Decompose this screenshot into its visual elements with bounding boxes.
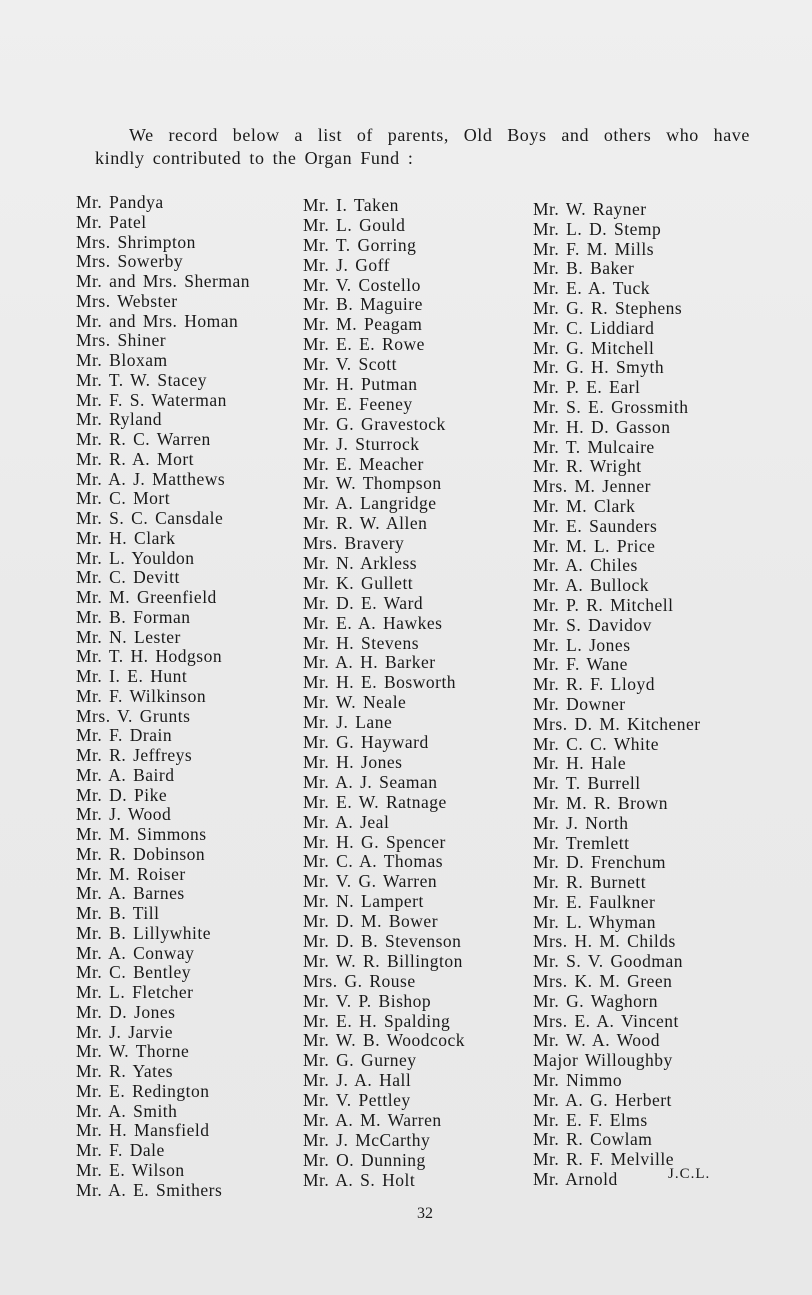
contributor-name: Mr. R. Jeffreys bbox=[76, 745, 193, 765]
contributor-name: Mr. P. R. Mitchell bbox=[533, 594, 674, 615]
contributor-name: Mr. S. E. Grossmith bbox=[533, 396, 689, 417]
contributor-name: Mr. G. H. Smyth bbox=[533, 357, 665, 378]
contributor-name: Mr. A. Chiles bbox=[533, 555, 638, 576]
contributor-name: Mr. C. Bentley bbox=[76, 962, 192, 983]
contributor-name: Mr. R. Wright bbox=[533, 456, 642, 477]
contributor-name: Mr. E. Feeney bbox=[303, 393, 413, 414]
contributor-name: Mr. I. Taken bbox=[303, 195, 399, 215]
contributor-name: Mrs. Webster bbox=[76, 290, 178, 311]
contributor-name: Mr. D. B. Stevenson bbox=[303, 930, 462, 951]
contributor-name: Mr. R. Burnett bbox=[533, 872, 647, 893]
contributor-name: Mr. C. C. White bbox=[533, 733, 659, 754]
contributor-name: Mr. M. Clark bbox=[533, 495, 636, 516]
contributor-name: Mr. M. R. Brown bbox=[533, 792, 669, 813]
contributor-name: Mrs. Shrimpton bbox=[76, 231, 196, 252]
contributor-name: Mr. G. Mitchell bbox=[533, 337, 655, 358]
contributor-name: Mr. A. H. Barker bbox=[303, 652, 436, 673]
contributor-name: Mr. N. Arkless bbox=[303, 553, 418, 574]
contributor-name: Mr. D. Jones bbox=[76, 1001, 176, 1022]
contributor-name: Mr. W. A. Wood bbox=[533, 1030, 660, 1051]
intro-paragraph bbox=[95, 124, 750, 170]
contributor-name: Mr. E. A. Tuck bbox=[533, 278, 651, 299]
contributor-name: Mr. C. A. Thomas bbox=[303, 851, 444, 872]
contributor-name: Mr. Nimmo bbox=[533, 1070, 623, 1091]
contributor-name: Mr. S. Davidov bbox=[533, 614, 652, 635]
contributor-name: Mr. V. Scott bbox=[303, 354, 397, 375]
contributor-name: Mr. W. Rayner bbox=[533, 199, 647, 219]
contributor-name: Mr. V. G. Warren bbox=[303, 871, 438, 892]
contributor-name: Mr. T. Mulcaire bbox=[533, 436, 655, 457]
contributor-name: Mr. Tremlett bbox=[533, 832, 630, 853]
contributors-column-1 bbox=[76, 193, 250, 1200]
contributor-name: Mrs. G. Rouse bbox=[303, 970, 416, 991]
contributor-name: Mrs. H. M. Childs bbox=[533, 931, 676, 952]
contributor-name: Mr. Ryland bbox=[76, 409, 163, 430]
contributor-name: Mr. R. F. Lloyd bbox=[533, 674, 655, 695]
contributor-name: Mr. Downer bbox=[533, 693, 626, 714]
contributor-name: Mr. A. Baird bbox=[76, 764, 175, 785]
contributor-name: Mr. M. L. Price bbox=[533, 535, 656, 556]
contributor-name: Mr. W. R. Billington bbox=[303, 950, 463, 971]
contributor-name: Mr. G. Waghorn bbox=[533, 990, 658, 1011]
contributor-name: Mr. D. E. Ward bbox=[303, 592, 424, 613]
contributor-name: Mr. H. Mansfield bbox=[76, 1120, 210, 1141]
contributor-name: Mr. I. E. Hunt bbox=[76, 666, 188, 686]
contributor-name: Mr. H. Putman bbox=[303, 374, 418, 395]
contributor-name: Mr. L. D. Stemp bbox=[533, 218, 662, 239]
contributor-name: Mr. W. Thompson bbox=[303, 473, 442, 494]
contributor-name: Mr. T. W. Stacey bbox=[76, 369, 207, 390]
contributor-name: Mr. Bloxam bbox=[76, 350, 168, 370]
contributor-name: Mr. H. Jones bbox=[303, 751, 403, 772]
contributor-name: Mr. F. Wane bbox=[533, 654, 628, 675]
contributor-name: Mr. B. Maguire bbox=[303, 294, 423, 315]
contributor-name: Mr. G. R. Stephens bbox=[533, 297, 683, 318]
contributor-name: Mr. L. Youldon bbox=[76, 547, 195, 568]
contributor-name: Mr. F. M. Mills bbox=[533, 238, 655, 259]
contributor-name: Mr. J. Lane bbox=[303, 712, 393, 733]
contributor-name: Mr. E. E. Rowe bbox=[303, 334, 425, 355]
contributor-name: Mr. W. Thorne bbox=[76, 1041, 190, 1062]
contributor-name: Mr. E. H. Spalding bbox=[303, 1010, 451, 1031]
contributor-name: Mr. J. Jarvie bbox=[76, 1021, 174, 1042]
contributor-name: Mr. M. Greenfield bbox=[76, 587, 217, 607]
contributor-name: Mr. C. Liddiard bbox=[533, 317, 655, 338]
contributor-name: Mr. A. Bullock bbox=[533, 575, 650, 596]
contributor-name: Mr. T. H. Hodgson bbox=[76, 646, 223, 667]
contributor-name: Mr. H. G. Spencer bbox=[303, 831, 446, 852]
contributor-name: Mr. K. Gullett bbox=[303, 572, 414, 593]
contributor-name: Mr. R. Dobinson bbox=[76, 843, 206, 864]
contributor-name: Mr. J. A. Hall bbox=[303, 1070, 412, 1091]
contributor-name: Mr. S. V. Goodman bbox=[533, 951, 683, 972]
contributor-name: Mr. F. S. Waterman bbox=[76, 389, 227, 410]
contributor-name: Mr. Pandya bbox=[76, 192, 164, 212]
contributor-name: Mr. C. Mort bbox=[76, 488, 171, 509]
contributor-name: Mr. Arnold bbox=[533, 1169, 618, 1190]
contributor-name: Mr. O. Dunning bbox=[303, 1149, 426, 1170]
contributor-name: Mr. W. B. Woodcock bbox=[303, 1030, 466, 1051]
contributor-name: Mr. L. Jones bbox=[533, 634, 631, 655]
contributor-name: Mr. R. A. Mort bbox=[76, 448, 195, 469]
contributor-name: Mrs. V. Grunts bbox=[76, 705, 191, 726]
contributor-name: Mr. R. Yates bbox=[76, 1061, 174, 1081]
contributor-name: Mr. E. Faulkner bbox=[533, 891, 656, 912]
contributor-name: Mr. D. Pike bbox=[76, 784, 168, 805]
contributor-name: Mr. A. E. Smithers bbox=[76, 1179, 223, 1200]
contributor-name: Mr. A. J. Matthews bbox=[76, 468, 226, 489]
contributor-name: Mr. V. Pettley bbox=[303, 1090, 411, 1111]
contributor-name: Mr. N. Lester bbox=[76, 626, 181, 647]
signature-initials: J.C.L. bbox=[668, 1166, 711, 1182]
contributor-name: Mr. E. F. Elms bbox=[533, 1109, 648, 1130]
contributor-name: Mr. and Mrs. Sherman bbox=[76, 271, 250, 291]
contributor-name: Mr. B. Forman bbox=[76, 606, 191, 627]
contributor-name: Mr. D. M. Bower bbox=[303, 911, 439, 932]
contributor-name: Mrs. M. Jenner bbox=[533, 476, 651, 497]
contributor-name: Mr. A. Smith bbox=[76, 1100, 178, 1121]
contributor-name: Mr. M. Simmons bbox=[76, 824, 207, 844]
contributor-name: Mr. E. W. Ratnage bbox=[303, 791, 447, 812]
contributor-name: Mr. and Mrs. Homan bbox=[76, 310, 239, 331]
contributor-name: Mr. L. Whyman bbox=[533, 911, 656, 932]
contributor-name: Mr. R. F. Melville bbox=[533, 1149, 674, 1170]
contributor-name: Mr. R. W. Allen bbox=[303, 513, 428, 534]
contributors-column-2 bbox=[303, 196, 465, 1191]
contributor-name: Mr. B. Till bbox=[76, 903, 160, 923]
contributor-name: Mr. A. M. Warren bbox=[303, 1109, 442, 1130]
contributor-name: Mr. B. Lillywhite bbox=[76, 922, 211, 943]
contributor-name: Mr. J. McCarthy bbox=[303, 1129, 431, 1150]
contributor-name: Mr. V. Costello bbox=[303, 274, 421, 295]
contributor-name: Mr. E. Redington bbox=[76, 1080, 210, 1101]
contributor-name: Mr. J. Wood bbox=[76, 804, 172, 825]
contributor-name: Mr. B. Baker bbox=[533, 258, 635, 279]
contributor-name: Mr. F. Drain bbox=[76, 725, 173, 746]
contributor-name: Mrs. K. M. Green bbox=[533, 971, 673, 992]
contributor-name: Mrs. Bravery bbox=[303, 533, 405, 554]
contributor-name: Mr. A. G. Herbert bbox=[533, 1089, 672, 1110]
contributor-name: Mr. H. E. Bosworth bbox=[303, 672, 457, 693]
contributor-name: Mr. H. Clark bbox=[76, 527, 176, 548]
contributor-name: Mr. M. Roiser bbox=[76, 863, 186, 884]
contributor-name: Mrs. Sowerby bbox=[76, 251, 184, 272]
contributor-name: Mr. S. C. Cansdale bbox=[76, 508, 224, 528]
contributor-name: Major Willoughby bbox=[533, 1050, 673, 1071]
contributor-name: Mr. E. A. Hawkes bbox=[303, 612, 443, 633]
contributor-name: Mr. T. Gorring bbox=[303, 234, 417, 255]
contributor-name: Mr. A. S. Holt bbox=[303, 1169, 416, 1190]
contributor-name: Mr. J. Goff bbox=[303, 254, 390, 275]
contributor-name: Mr. T. Burrell bbox=[533, 773, 641, 794]
contributor-name: Mr. N. Lampert bbox=[303, 891, 424, 912]
page-number: 32 bbox=[417, 1205, 433, 1222]
contributor-name: Mr. G. Gurney bbox=[303, 1050, 417, 1071]
intro-line-1: We record below a list of parents, Old Boys and others who have bbox=[129, 125, 750, 145]
contributor-name: Mr. H. Stevens bbox=[303, 632, 419, 653]
contributor-name: Mr. L. Gould bbox=[303, 214, 406, 235]
contributor-name: Mr. D. Frenchum bbox=[533, 852, 667, 873]
contributor-name: Mr. F. Dale bbox=[76, 1140, 165, 1160]
contributor-name: Mr. H. D. Gasson bbox=[533, 416, 671, 437]
contributor-name: Mr. Patel bbox=[76, 211, 147, 232]
contributor-name: Mr. G. Gravestock bbox=[303, 413, 446, 434]
contributor-name: Mr. M. Peagam bbox=[303, 314, 423, 335]
contributor-name: Mr. A. Conway bbox=[76, 942, 195, 963]
contributor-name: Mr. C. Devitt bbox=[76, 567, 180, 588]
contributor-name: Mr. H. Hale bbox=[533, 753, 627, 774]
contributor-name: Mr. J. North bbox=[533, 812, 629, 833]
contributor-name: Mr. A. J. Seaman bbox=[303, 771, 438, 792]
contributor-name: Mrs. E. A. Vincent bbox=[533, 1010, 679, 1031]
contributor-name: Mr. G. Hayward bbox=[303, 732, 429, 753]
contributor-name: Mr. R. Cowlam bbox=[533, 1129, 653, 1150]
contributor-name: Mr. A. Barnes bbox=[76, 883, 185, 904]
contributor-name: Mr. W. Neale bbox=[303, 692, 407, 713]
contributor-name: Mr. F. Wilkinson bbox=[76, 685, 207, 706]
contributor-name: Mr. A. Jeal bbox=[303, 811, 390, 832]
contributor-name: Mr. P. E. Earl bbox=[533, 377, 641, 398]
contributors-column-3 bbox=[533, 200, 701, 1190]
contributor-name: Mrs. D. M. Kitchener bbox=[533, 713, 701, 734]
contributor-name: Mr. J. Sturrock bbox=[303, 433, 420, 454]
contributor-name: Mr. E. Wilson bbox=[76, 1159, 185, 1180]
intro-line-2: kindly contributed to the Organ Fund : bbox=[95, 148, 414, 168]
contributor-name: Mr. A. Langridge bbox=[303, 493, 437, 514]
contributor-name: Mr. V. P. Bishop bbox=[303, 990, 432, 1011]
contributor-name: Mr. R. C. Warren bbox=[76, 429, 211, 449]
contributor-name: Mr. E. Meacher bbox=[303, 453, 424, 474]
contributor-name: Mrs. Shiner bbox=[76, 330, 167, 351]
contributor-name: Mr. L. Fletcher bbox=[76, 982, 194, 1002]
contributor-name: Mr. E. Saunders bbox=[533, 515, 658, 536]
